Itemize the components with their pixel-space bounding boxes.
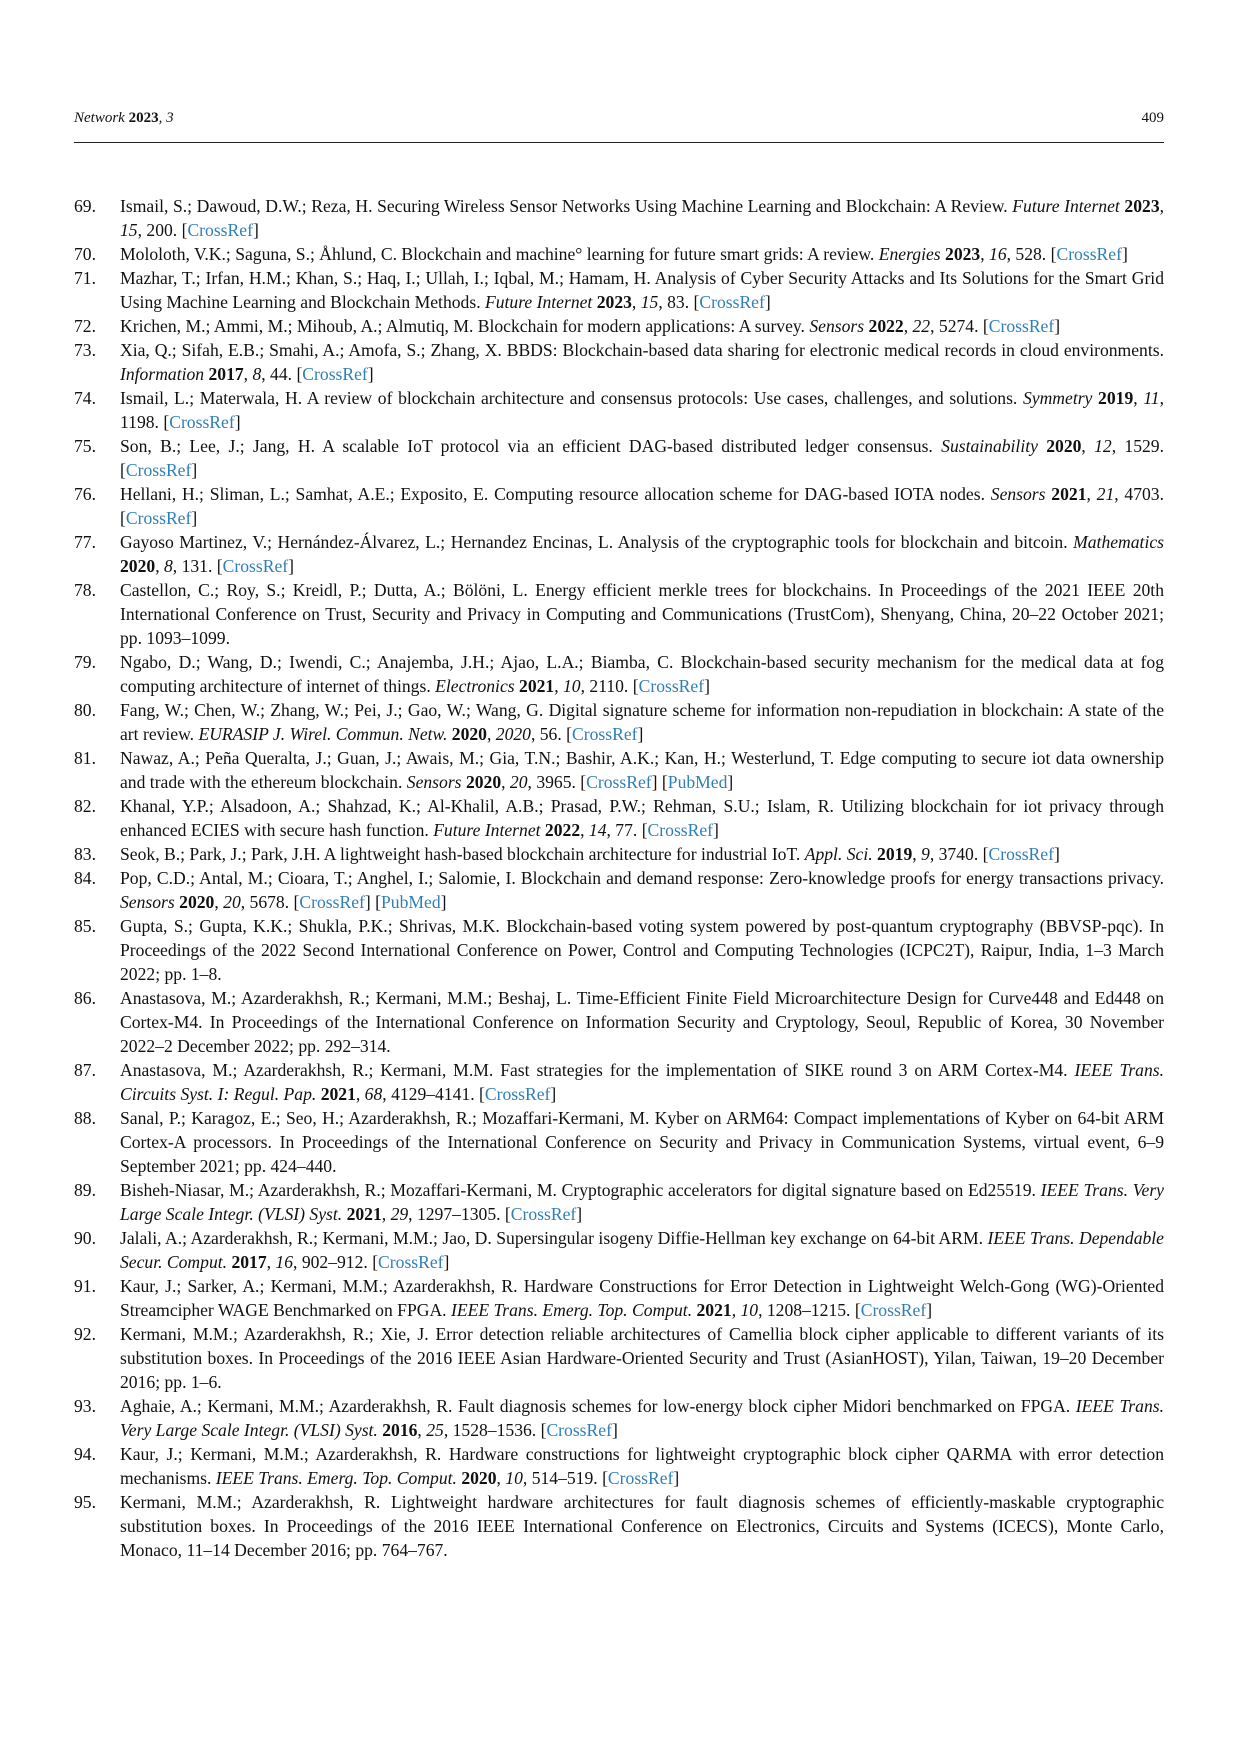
reference-item bbox=[74, 530, 1164, 578]
header-rule bbox=[74, 142, 1164, 143]
reference-segment bbox=[1038, 436, 1046, 456]
reference-segment: Kermani, M.M.; Azarderakhsh, R. Lightweight hardware architectures for fault diagnosis schemes of efficiently-maskable cryptographic substitution boxes. In Proceedings of the 2016 IEEE International Conference on Electronics, Circuits and Systems (ICECS), Monte Carlo, Monaco, 11–14 December 2016; pp. 764–767. bbox=[120, 1492, 1164, 1560]
page-number: 409 bbox=[1141, 110, 1164, 126]
reference-segment: Castellon, C.; Roy, S.; Kreidl, P.; Dutta, A.; Bölöni, L. Energy efficient merkle trees for blockchains. In Proceedings of the 2021 IEEE 20th International Conference on Trust, Security and Privacy in Computing and Communications (TrustCom), Shenyang, China, 20–22 October 2021; pp. 1093–1099. bbox=[120, 580, 1164, 648]
journal-title: 68 bbox=[364, 1084, 383, 1104]
reference-list bbox=[74, 194, 1164, 1562]
journal-title: 8 bbox=[163, 556, 173, 576]
reference-text bbox=[120, 1444, 1164, 1488]
reference-segment: Anastasova, M.; Azarderakhsh, R.; Kermani, M.M. Fast strategies for the implementation of SIKE round 3 on ARM Cortex-M4. bbox=[120, 1060, 1075, 1080]
reference-segment: , bbox=[381, 1204, 391, 1224]
reference-segment: Mololoth, V.K.; Saguna, S.; Åhlund, C. Blockchain and machine° learning for future smart grids: A review. bbox=[120, 244, 879, 264]
journal-title: Sensors bbox=[406, 772, 462, 792]
journal-title: 8 bbox=[252, 364, 262, 384]
journal-title: 22 bbox=[912, 316, 931, 336]
crossref-link[interactable]: CrossRef bbox=[572, 724, 638, 744]
reference-text bbox=[120, 196, 1164, 240]
reference-segment: ] [ bbox=[364, 892, 381, 912]
crossref-link[interactable]: CrossRef bbox=[510, 1204, 577, 1224]
reference-number: 94. bbox=[74, 1444, 96, 1464]
reference-number: 69. bbox=[74, 196, 96, 216]
reference-segment: ] bbox=[288, 556, 294, 576]
reference-item bbox=[74, 866, 1164, 914]
reference-number: 84. bbox=[74, 868, 96, 888]
reference-segment: , 1529. [ bbox=[120, 436, 1164, 480]
journal-title: Energies bbox=[878, 244, 941, 264]
reference-segment: ] bbox=[234, 412, 241, 432]
crossref-link[interactable]: CrossRef bbox=[299, 892, 365, 912]
reference-segment: Ngabo, D.; Wang, D.; Iwendi, C.; Anajemba, J.H.; Ajao, L.A.; Biamba, C. Blockchain-based security mechanism for the medical data at fog computing architecture of internet of things. bbox=[120, 652, 1164, 696]
reference-number: 76. bbox=[74, 484, 96, 504]
journal-citation bbox=[74, 110, 174, 127]
reference-segment: Kaur, J.; Sarker, A.; Kermani, M.M.; Azarderakhsh, R. Hardware Constructions for Error Detection in Lightweight Welch-Gong (WG)-Oriented Streamcipher WAGE Benchmarked on FPGA. bbox=[120, 1276, 1164, 1320]
reference-segment: , bbox=[731, 1300, 741, 1320]
reference-segment: , bbox=[501, 772, 510, 792]
reference-segment: , 200. [ bbox=[137, 220, 188, 240]
reference-segment: , bbox=[903, 316, 913, 336]
reference-segment: , bbox=[496, 1468, 506, 1488]
journal-title: Symmetry bbox=[1023, 388, 1093, 408]
reference-number: 75. bbox=[74, 436, 96, 456]
reference-segment: , bbox=[1081, 436, 1095, 456]
reference-segment: ] bbox=[1053, 844, 1060, 864]
journal-title: 14 bbox=[588, 820, 607, 840]
crossref-link[interactable]: CrossRef bbox=[484, 1084, 551, 1104]
reference-segment: ] bbox=[713, 820, 719, 840]
journal-title: 10 bbox=[563, 676, 581, 696]
crossref-link[interactable]: CrossRef bbox=[169, 412, 235, 432]
reference-segment: ] bbox=[440, 892, 447, 912]
publication-year: 2021 bbox=[1051, 484, 1087, 504]
journal-name: Network bbox=[74, 110, 125, 126]
journal-title: IEEE Trans. Emerg. Top. Comput. bbox=[215, 1468, 457, 1488]
publication-year: 2016 bbox=[382, 1420, 418, 1440]
publication-year: 2021 bbox=[519, 676, 555, 696]
reference-text bbox=[120, 844, 1060, 864]
reference-segment: , bbox=[580, 820, 589, 840]
reference-number: 73. bbox=[74, 340, 96, 360]
reference-item bbox=[74, 1274, 1164, 1322]
reference-segment: ] bbox=[1121, 244, 1128, 264]
reference-item bbox=[74, 314, 1164, 338]
reference-number: 80. bbox=[74, 700, 96, 720]
reference-text bbox=[120, 652, 1164, 696]
publication-year: 2020 bbox=[1046, 436, 1082, 456]
reference-segment: , 1198. [ bbox=[120, 388, 1165, 432]
journal-title: 16 bbox=[275, 1252, 294, 1272]
reference-number: 95. bbox=[74, 1492, 96, 1512]
journal-title: 10 bbox=[505, 1468, 523, 1488]
reference-number: 85. bbox=[74, 916, 96, 936]
journal-title: Information bbox=[120, 364, 205, 384]
reference-text bbox=[120, 436, 1164, 480]
reference-text bbox=[120, 316, 1060, 336]
pubmed-link[interactable]: PubMed bbox=[667, 772, 728, 792]
crossref-link[interactable]: CrossRef bbox=[546, 1420, 612, 1440]
reference-number: 70. bbox=[74, 244, 96, 264]
journal-title: 20 bbox=[509, 772, 528, 792]
journal-volume: , 3 bbox=[158, 110, 174, 126]
crossref-link[interactable]: CrossRef bbox=[988, 316, 1055, 336]
reference-item bbox=[74, 1394, 1164, 1442]
reference-segment: , bbox=[214, 892, 224, 912]
reference-segment: ] bbox=[191, 508, 198, 528]
reference-segment: , bbox=[355, 1084, 365, 1104]
journal-title: 15 bbox=[120, 220, 138, 240]
reference-text bbox=[120, 388, 1164, 432]
reference-number: 72. bbox=[74, 316, 96, 336]
reference-segment: ] bbox=[673, 1468, 680, 1488]
reference-segment: , 1208–1215. [ bbox=[758, 1300, 861, 1320]
reference-segment: , bbox=[912, 844, 922, 864]
reference-text bbox=[120, 532, 1164, 576]
reference-segment: , 4129–4141. [ bbox=[382, 1084, 485, 1104]
reference-segment: ] bbox=[576, 1204, 583, 1224]
journal-title: Sensors bbox=[990, 484, 1046, 504]
reference-segment: Pop, C.D.; Antal, M.; Cioara, T.; Anghel, I.; Salomie, I. Blockchain and demand response: Zero-knowledge proofs for energy transactions privacy. bbox=[120, 868, 1164, 888]
publication-year: 2022 bbox=[868, 316, 904, 336]
journal-title: 11 bbox=[1143, 388, 1160, 408]
reference-item bbox=[74, 1178, 1164, 1226]
journal-title: 12 bbox=[1094, 436, 1112, 456]
reference-item bbox=[74, 1226, 1164, 1274]
running-header bbox=[74, 110, 1164, 132]
reference-item bbox=[74, 650, 1164, 698]
reference-segment: , 5274. [ bbox=[930, 316, 989, 336]
publication-year: 2021 bbox=[320, 1084, 356, 1104]
reference-segment: , 902–912. [ bbox=[293, 1252, 379, 1272]
journal-title: Sensors bbox=[120, 892, 175, 912]
reference-segment: Kaur, J.; Kermani, M.M.; Azarderakhsh, R. Hardware constructions for lightweight cryptographic block cipher QARMA with error detection mechanisms. bbox=[120, 1444, 1164, 1488]
reference-text bbox=[120, 916, 1164, 984]
reference-segment: , bbox=[266, 1252, 276, 1272]
reference-segment: Gayoso Martinez, V.; Hernández-Álvarez, L.; Hernandez Encinas, L. Analysis of the cryptographic tools for blockchain and bitcoin. bbox=[120, 532, 1074, 552]
reference-text bbox=[120, 1180, 1164, 1224]
reference-segment: Jalali, A.; Azarderakhsh, R.; Kermani, M.M.; Jao, D. Supersingular isogeny Diffie-Hellman key exchange on 64-bit ARM. bbox=[120, 1228, 988, 1248]
reference-segment: , bbox=[554, 676, 563, 696]
journal-title: IEEE Trans. Very Large Scale Integr. (VLSI) Syst. bbox=[120, 1180, 1164, 1224]
reference-number: 79. bbox=[74, 652, 96, 672]
reference-segment: ] bbox=[637, 724, 644, 744]
reference-text bbox=[120, 268, 1164, 312]
reference-item bbox=[74, 434, 1164, 482]
reference-segment: Bisheh-Niasar, M.; Azarderakhsh, R.; Mozaffari-Kermani, M. Cryptographic accelerators for digital signature based on Ed25519. bbox=[120, 1180, 1041, 1200]
journal-title: IEEE Trans. Dependable Secur. Comput. bbox=[120, 1228, 1164, 1272]
reference-segment: ] bbox=[926, 1300, 933, 1320]
crossref-link[interactable]: CrossRef bbox=[607, 1468, 674, 1488]
reference-number: 87. bbox=[74, 1060, 96, 1080]
publication-year: 2020 bbox=[179, 892, 215, 912]
reference-text bbox=[120, 1060, 1164, 1104]
reference-segment: Ismail, L.; Materwala, H. A review of blockchain architecture and consensus protocols: Use cases, challenges, and solutions. bbox=[120, 388, 1023, 408]
journal-title: EURASIP J. Wirel. Commun. Netw. bbox=[198, 724, 448, 744]
reference-segment: Ismail, S.; Dawoud, D.W.; Reza, H. Securing Wireless Sensor Networks Using Machine Learning and Blockchain: A Review. bbox=[120, 196, 1013, 216]
journal-title: Electronics bbox=[435, 676, 515, 696]
reference-segment: , 3740. [ bbox=[929, 844, 989, 864]
journal-title: Future Internet bbox=[433, 820, 541, 840]
reference-segment: Son, B.; Lee, J.; Jang, H. A scalable IoT protocol via an efficient DAG-based distributed ledger consensus. bbox=[120, 436, 942, 456]
reference-item bbox=[74, 1442, 1164, 1490]
reference-text bbox=[120, 580, 1164, 648]
reference-number: 71. bbox=[74, 268, 96, 288]
crossref-link[interactable]: CrossRef bbox=[302, 364, 368, 384]
publication-year: 2020 bbox=[451, 724, 487, 744]
reference-segment: , 131. [ bbox=[172, 556, 223, 576]
reference-item bbox=[74, 698, 1164, 746]
reference-segment: , 44. [ bbox=[261, 364, 303, 384]
reference-segment: , bbox=[417, 1420, 427, 1440]
reference-segment: Seok, B.; Park, J.; Park, J.H. A lightweight hash-based blockchain architecture for industrial IoT. bbox=[120, 844, 805, 864]
reference-item bbox=[74, 794, 1164, 842]
publication-year: 2023 bbox=[1124, 196, 1160, 216]
reference-number: 88. bbox=[74, 1108, 96, 1128]
reference-number: 78. bbox=[74, 580, 96, 600]
journal-title: Mathematics bbox=[1073, 532, 1164, 552]
journal-title: 16 bbox=[989, 244, 1007, 264]
reference-text bbox=[120, 1228, 1164, 1272]
crossref-link[interactable]: CrossRef bbox=[699, 292, 765, 312]
publication-year: 2019 bbox=[877, 844, 913, 864]
journal-title: Sustainability bbox=[941, 436, 1038, 456]
reference-segment: Nawaz, A.; Peña Queralta, J.; Guan, J.; Awais, M.; Gia, T.N.; Bashir, A.K.; Kan, H.; Westerlund, T. Edge computing to secure iot data ownership and trade with the ethereum blockchain. bbox=[120, 748, 1164, 792]
crossref-link[interactable]: CrossRef bbox=[860, 1300, 927, 1320]
reference-item bbox=[74, 482, 1164, 530]
journal-title: 15 bbox=[640, 292, 659, 312]
crossref-link[interactable]: CrossRef bbox=[378, 1252, 444, 1272]
reference-segment: Xia, Q.; Sifah, E.B.; Smahi, A.; Amofa, S.; Zhang, X. BBDS: Blockchain-based data sharing for electronic medical records in cloud environments. bbox=[120, 340, 1164, 360]
reference-segment: , bbox=[1086, 484, 1097, 504]
publication-year: 2022 bbox=[544, 820, 581, 840]
reference-number: 86. bbox=[74, 988, 96, 1008]
journal-title: IEEE Trans. Emerg. Top. Comput. bbox=[450, 1300, 693, 1320]
reference-segment: , 4703. [ bbox=[120, 484, 1165, 528]
reference-segment: , 83. [ bbox=[658, 292, 700, 312]
reference-segment: ] bbox=[1054, 316, 1061, 336]
publication-year: 2023 bbox=[596, 292, 632, 312]
reference-segment: , bbox=[631, 292, 641, 312]
publication-year: 2020 bbox=[120, 556, 156, 576]
reference-item bbox=[74, 194, 1164, 242]
pubmed-link[interactable]: PubMed bbox=[381, 892, 441, 912]
reference-segment: , bbox=[243, 364, 253, 384]
reference-item bbox=[74, 1106, 1164, 1178]
reference-segment: , 1297–1305. [ bbox=[408, 1204, 511, 1224]
reference-segment: Hellani, H.; Sliman, L.; Samhat, A.E.; Exposito, E. Computing resource allocation scheme for DAG-based IOTA nodes. bbox=[120, 484, 991, 504]
reference-segment: , 1528–1536. [ bbox=[443, 1420, 547, 1440]
reference-item bbox=[74, 986, 1164, 1058]
reference-segment: , 5678. [ bbox=[240, 892, 300, 912]
journal-title: 25 bbox=[426, 1420, 444, 1440]
reference-segment: ] bbox=[367, 364, 374, 384]
reference-item bbox=[74, 842, 1164, 866]
journal-title: IEEE Trans. Very Large Scale Integr. (VLSI) Syst. bbox=[120, 1396, 1164, 1440]
journal-title: Future Internet bbox=[1012, 196, 1120, 216]
journal-title: IEEE Trans. Circuits Syst. I: Regul. Pap. bbox=[120, 1060, 1164, 1104]
publication-year: 2017 bbox=[208, 364, 244, 384]
reference-segment: , 528. [ bbox=[1006, 244, 1057, 264]
reference-segment: Khanal, Y.P.; Alsadoon, A.; Shahzad, K.; Al-Khalil, A.B.; Prasad, P.W.; Rehman, S.U.; Islam, R. Utilizing blockchain for iot privacy through enhanced ECIES with secure hash function. bbox=[120, 796, 1164, 840]
reference-number: 90. bbox=[74, 1228, 96, 1248]
reference-segment: , 2110. [ bbox=[580, 676, 639, 696]
reference-item bbox=[74, 1490, 1164, 1562]
journal-title: 2020 bbox=[495, 724, 531, 744]
reference-segment: Sanal, P.; Karagoz, E.; Seo, H.; Azarderakhsh, R.; Mozaffari-Kermani, M. Kyber on ARM64: Compact implementations of Kyber on 64-bit ARM Cortex-A processors. In Proceedings of the International Conference on Security and Privacy in Communication Systems, virtual event, 6–9 September 2021; pp. 424–440. bbox=[120, 1108, 1164, 1176]
reference-segment: Kermani, M.M.; Azarderakhsh, R.; Xie, J. Error detection reliable architectures of Camellia block cipher applicable to different variants of its substitution boxes. In Proceedings of the 2016 IEEE Asian Hardware-Oriented Security and Trust (AsianHOST), Yilan, Taiwan, 19–20 December 2016; pp. 1–6. bbox=[120, 1324, 1164, 1392]
reference-segment: Mazhar, T.; Irfan, H.M.; Khan, S.; Haq, I.; Ullah, I.; Iqbal, M.; Hamam, H. Analysis of Cyber Security Attacks and Its Solutions for the Smart Grid Using Machine Learning and Blockchain Methods. bbox=[120, 268, 1164, 312]
reference-segment: , bbox=[1159, 196, 1165, 216]
reference-segment: ] [ bbox=[651, 772, 668, 792]
publication-year: 2017 bbox=[231, 1252, 267, 1272]
journal-title: Sensors bbox=[809, 316, 865, 336]
reference-item bbox=[74, 386, 1164, 434]
reference-text bbox=[120, 868, 1164, 912]
reference-segment: , bbox=[155, 556, 164, 576]
reference-text bbox=[120, 244, 1128, 264]
reference-item bbox=[74, 266, 1164, 314]
reference-segment: ] bbox=[764, 292, 771, 312]
reference-number: 82. bbox=[74, 796, 96, 816]
reference-item bbox=[74, 1058, 1164, 1106]
crossref-link[interactable]: CrossRef bbox=[187, 220, 253, 240]
reference-item bbox=[74, 578, 1164, 650]
reference-text bbox=[120, 1108, 1164, 1176]
reference-number: 77. bbox=[74, 532, 96, 552]
reference-text bbox=[120, 988, 1164, 1056]
reference-segment: Krichen, M.; Ammi, M.; Mihoub, A.; Almutiq, M. Blockchain for modern applications: A survey. bbox=[120, 316, 810, 336]
publication-year: 2020 bbox=[465, 772, 502, 792]
journal-title: Appl. Sci. bbox=[804, 844, 873, 864]
reference-number: 74. bbox=[74, 388, 96, 408]
journal-title: 20 bbox=[223, 892, 241, 912]
reference-segment: ] bbox=[443, 1252, 450, 1272]
reference-segment: Fang, W.; Chen, W.; Zhang, W.; Pei, J.; Gao, W.; Wang, G. Digital signature scheme for information non-repudiation in blockchain: A state of the art review. bbox=[120, 700, 1164, 744]
reference-item bbox=[74, 338, 1164, 386]
reference-text bbox=[120, 796, 1164, 840]
reference-item bbox=[74, 914, 1164, 986]
reference-text bbox=[120, 484, 1164, 528]
publication-year: 2021 bbox=[346, 1204, 382, 1224]
reference-segment: Gupta, S.; Gupta, K.K.; Shukla, P.K.; Shrivas, M.K. Blockchain-based voting system powered by post-quantum cryptography (BBVSP-pqc). In Proceedings of the 2022 Second International Conference on Power, Control and Computing Technologies (ICPC2T), Raipur, India, 1–3 March 2022; pp. 1–8. bbox=[120, 916, 1164, 984]
publication-year: 2021 bbox=[696, 1300, 732, 1320]
reference-item bbox=[74, 1322, 1164, 1394]
reference-segment: ] bbox=[704, 676, 710, 696]
crossref-link[interactable]: CrossRef bbox=[586, 772, 652, 792]
reference-number: 92. bbox=[74, 1324, 96, 1344]
reference-text bbox=[120, 1396, 1164, 1440]
publication-year: 2023 bbox=[945, 244, 981, 264]
reference-segment: , bbox=[1133, 388, 1144, 408]
publication-year: 2019 bbox=[1098, 388, 1134, 408]
reference-number: 89. bbox=[74, 1180, 96, 1200]
reference-text bbox=[120, 1324, 1164, 1392]
crossref-link[interactable]: CrossRef bbox=[638, 676, 705, 696]
reference-segment: , 56. [ bbox=[530, 724, 572, 744]
reference-number: 83. bbox=[74, 844, 96, 864]
reference-number: 91. bbox=[74, 1276, 96, 1296]
reference-text bbox=[120, 748, 1164, 792]
journal-year: 2023 bbox=[128, 110, 159, 126]
reference-segment: ] bbox=[611, 1420, 618, 1440]
reference-number: 81. bbox=[74, 748, 96, 768]
publication-year: 2020 bbox=[461, 1468, 497, 1488]
reference-segment: Anastasova, M.; Azarderakhsh, R.; Kermani, M.M.; Beshaj, L. Time-Efficient Finite Field Microarchitecture Design for Curve448 and Ed448 on Cortex-M4. In Proceedings of the International Conference on Information Security and Cryptology, Seoul, Republic of Korea, 30 November 2022–2 December 2022; pp. 292–314. bbox=[120, 988, 1164, 1056]
journal-title: 9 bbox=[921, 844, 930, 864]
reference-segment: , bbox=[486, 724, 496, 744]
reference-text bbox=[120, 340, 1164, 384]
crossref-link[interactable]: CrossRef bbox=[988, 844, 1054, 864]
reference-text bbox=[120, 1276, 1164, 1320]
journal-title: Future Internet bbox=[485, 292, 593, 312]
crossref-link[interactable]: CrossRef bbox=[647, 820, 714, 840]
journal-title: 21 bbox=[1096, 484, 1115, 504]
reference-number: 93. bbox=[74, 1396, 96, 1416]
reference-segment: , 3965. [ bbox=[527, 772, 587, 792]
reference-segment: ] bbox=[252, 220, 259, 240]
crossref-link[interactable]: CrossRef bbox=[125, 508, 192, 528]
journal-title: 29 bbox=[390, 1204, 409, 1224]
reference-item bbox=[74, 242, 1164, 266]
reference-segment: Aghaie, A.; Kermani, M.M.; Azarderakhsh, R. Fault diagnosis schemes for low-energy block cipher Midori benchmarked on FPGA. bbox=[120, 1396, 1076, 1416]
reference-segment: , 514–519. [ bbox=[522, 1468, 608, 1488]
crossref-link[interactable]: CrossRef bbox=[1056, 244, 1122, 264]
crossref-link[interactable]: CrossRef bbox=[125, 460, 192, 480]
reference-segment: , 77. [ bbox=[606, 820, 648, 840]
journal-title: 10 bbox=[740, 1300, 759, 1320]
reference-text bbox=[120, 1492, 1164, 1560]
reference-segment: ] bbox=[550, 1084, 557, 1104]
reference-segment: , bbox=[980, 244, 990, 264]
reference-item bbox=[74, 746, 1164, 794]
reference-segment: ] bbox=[191, 460, 198, 480]
crossref-link[interactable]: CrossRef bbox=[222, 556, 289, 576]
reference-segment: ] bbox=[727, 772, 734, 792]
reference-text bbox=[120, 700, 1164, 744]
